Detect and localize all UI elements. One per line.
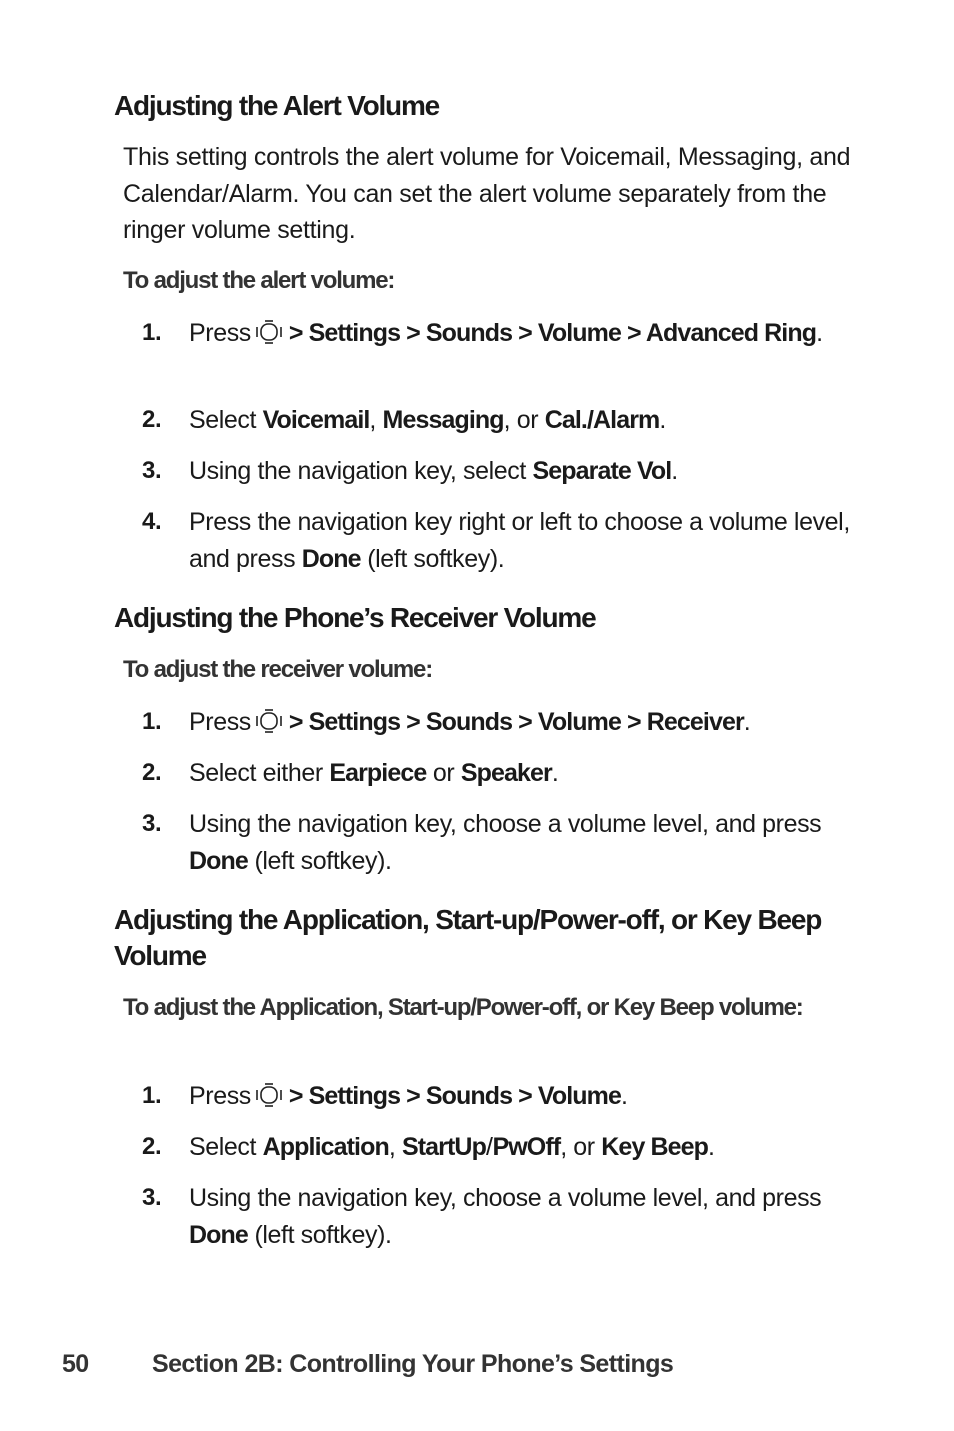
step-text: Press > Settings > Sounds > Volume. [189, 1082, 628, 1110]
section-heading-receiver-volume: Adjusting the Phone’s Receiver Volume [114, 602, 596, 633]
step-text: Select Voicemail, Messaging, or Cal./Alarm. [189, 406, 666, 434]
receiver-volume-subheading: To adjust the receiver volume: [123, 656, 432, 683]
step-text: Press > Settings > Sounds > Volume > Receiver. [189, 708, 751, 736]
step-text: Press the navigation key right or left to choose a volume level, and press Done (left softkey). [189, 508, 850, 573]
step-number: 2. [142, 1133, 162, 1160]
footer-section-title: Section 2B: Controlling Your Phone’s Settings [152, 1350, 674, 1378]
step-text: Using the navigation key, choose a volume level, and press Done (left softkey). [189, 810, 822, 875]
step-text: Press > Settings > Sounds > Volume > Advanced Ring. [189, 319, 823, 347]
menu-key-icon [253, 707, 285, 735]
section-heading-application-volume: Adjusting the Application, Start-up/Power-off, or Key Beep Volume [114, 904, 822, 971]
step-number: 2. [142, 406, 162, 433]
step-text: Using the navigation key, choose a volume level, and press Done (left softkey). [189, 1184, 822, 1249]
step-text: Select either Earpiece or Speaker. [189, 759, 559, 787]
step-number: 1. [142, 708, 162, 735]
application-volume-subheading: To adjust the Application, Start-up/Power-off, or Key Beep volume: [123, 994, 803, 1021]
step-number: 1. [142, 1082, 162, 1109]
step-number: 3. [142, 1184, 162, 1211]
step-text: Using the navigation key, select Separate Vol. [189, 457, 678, 485]
step-number: 4. [142, 508, 162, 535]
menu-key-icon [253, 1081, 285, 1109]
page-number: 50 [62, 1350, 89, 1378]
menu-key-icon [253, 318, 285, 346]
step-text: Select Application, StartUp/PwOff, or Key Beep. [189, 1133, 715, 1161]
alert-volume-intro: This setting controls the alert volume for Voicemail, Messaging, and Calendar/Alarm. You can set the alert volume separately from the ringer volume setting. [123, 143, 851, 244]
step-number: 3. [142, 457, 162, 484]
step-number: 1. [142, 319, 162, 346]
section-heading-alert-volume: Adjusting the Alert Volume [114, 90, 440, 121]
alert-volume-subheading: To adjust the alert volume: [123, 267, 395, 294]
step-number: 2. [142, 759, 162, 786]
step-number: 3. [142, 810, 162, 837]
